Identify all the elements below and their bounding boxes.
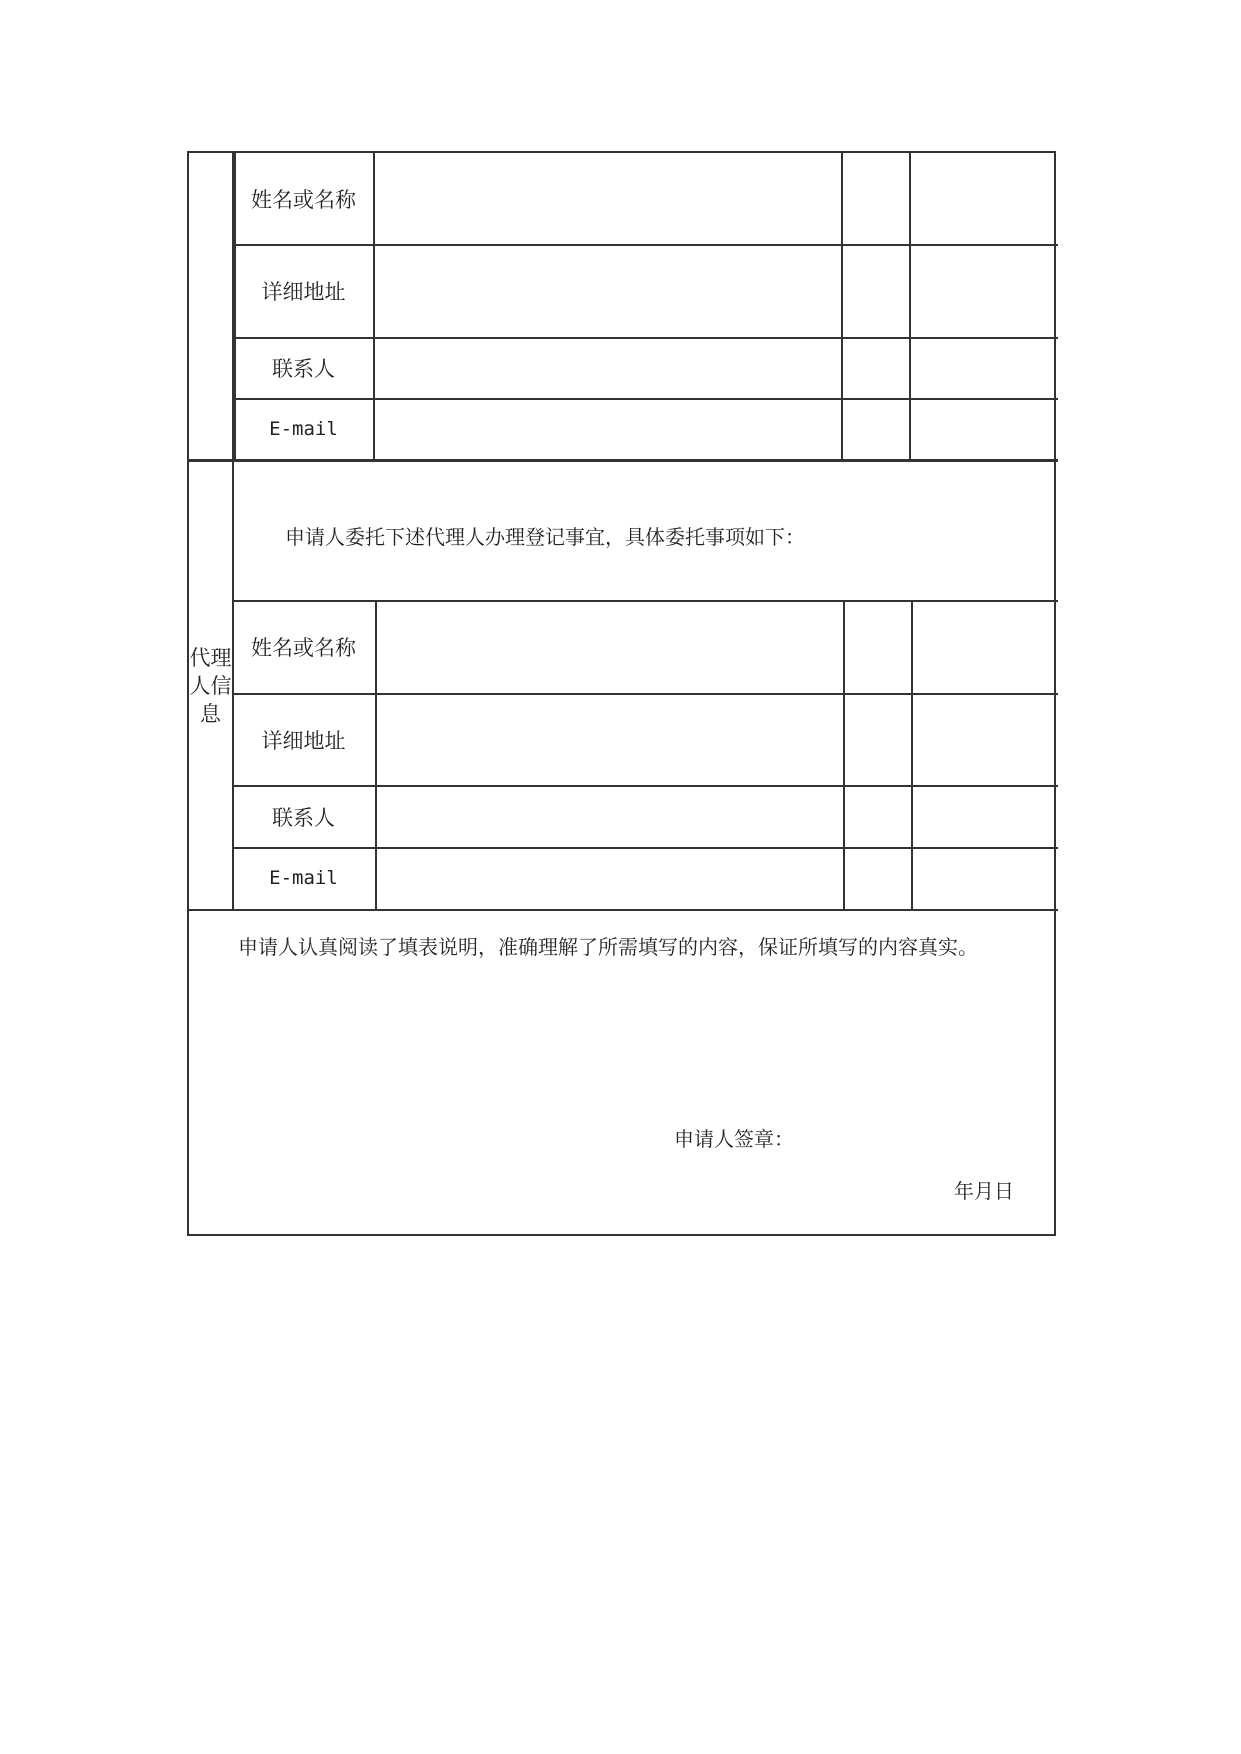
section-divider bbox=[189, 909, 1058, 911]
divider bbox=[843, 601, 845, 910]
agent-address-label: 详细地址 bbox=[261, 728, 346, 753]
agent-contact-label: 联系人 bbox=[272, 805, 335, 830]
divider bbox=[841, 153, 843, 461]
applicant-email-label: E-mail bbox=[269, 418, 338, 440]
divider bbox=[909, 153, 911, 461]
section-divider bbox=[189, 459, 1058, 462]
agent-name-label: 姓名或名称 bbox=[251, 636, 356, 660]
agent-email-label: E-mail bbox=[269, 867, 338, 889]
applicant-address-label: 详细地址 bbox=[261, 280, 346, 304]
agent-section-label: 代理人信息 bbox=[189, 645, 232, 726]
applicant-name-label: 姓名或名称 bbox=[251, 187, 356, 212]
signature-label: 申请人签章： bbox=[674, 1127, 794, 1151]
agent-intro-text: 申请人委托下述代理人办理登记事宜，具体委托事项如下： bbox=[285, 525, 805, 549]
registration-form bbox=[187, 151, 1056, 1236]
agent-section-column bbox=[189, 461, 234, 910]
divider bbox=[373, 153, 375, 461]
applicant-section-column bbox=[189, 153, 234, 461]
applicant-contact-label: 联系人 bbox=[272, 357, 335, 381]
divider bbox=[911, 601, 913, 910]
date-label: 年月日 bbox=[954, 1179, 1014, 1203]
divider bbox=[375, 601, 377, 910]
declaration-text: 申请人认真阅读了填表说明，准确理解了所需填写的内容，保证所填写的内容真实。 bbox=[238, 935, 978, 959]
